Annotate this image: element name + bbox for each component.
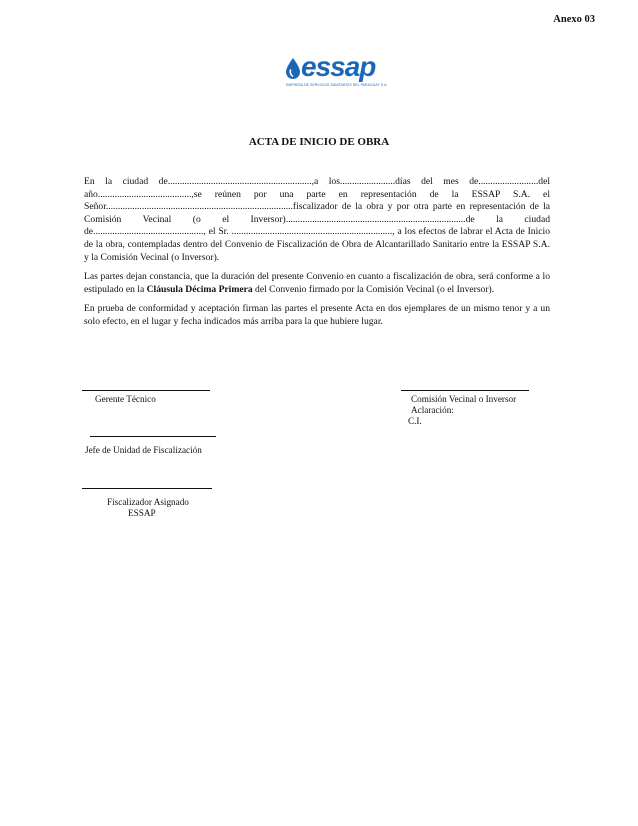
jefe-fiscalizacion-label: Jefe de Unidad de Fiscalización xyxy=(85,445,202,455)
paragraph-duration-tail: del Convenio firmado por la Comisión Vecinal (o el Inversor). xyxy=(252,283,495,295)
aclaracion-label: Aclaración: xyxy=(411,405,454,415)
essap-label: ESSAP xyxy=(128,508,156,518)
water-drop-icon xyxy=(284,57,302,81)
paragraph-duration-text: Las partes dejan constancia, que la duración del presente Convenio en cuanto a fiscalización de obra, será conforme a lo estipulado en la xyxy=(84,271,550,295)
signature-line-fiscalizador xyxy=(82,488,212,489)
comision-vecinal-label: Comisión Vecinal o Inversor xyxy=(411,394,517,404)
signature-line-gerente xyxy=(82,390,210,391)
logo-tagline: EMPRESA DE SERVICIOS SANITARIOS DEL PARAGUAY S.A. xyxy=(286,83,388,87)
ci-label: C.I. xyxy=(408,416,422,426)
essap-logo xyxy=(282,51,388,90)
annex-label: Anexo 03 xyxy=(553,14,595,25)
clause-reference: Cláusula Décima Primera xyxy=(146,283,253,295)
document-title: ACTA DE INICIO DE OBRA xyxy=(248,136,390,148)
gerente-tecnico-label: Gerente Técnico xyxy=(95,394,156,404)
paragraph-duration xyxy=(84,271,550,296)
paragraph-opening: En la ciudad de............................................................,a los.......................días del mes de.........................del año.......................................,se reúnen por una parte en representación de la ESSAP S.A. el Señor..............................................................................fiscalizador de la obra y por otra parte en representación de la Comisión Vecinal (o el Inversor)...........................................................................de la ciudad de.............................................., el Sr. ..................................................................., a los efectos de labrar el Acta de Inicio de la obra, contempladas dentro del Convenio de Fiscalización de Obra de Alcantarillado Sanitario entre la ESSAP S.A. y la Comisión Vecinal (o Inversor). xyxy=(84,176,550,263)
document-body xyxy=(84,176,550,336)
paragraph-conformity: En prueba de conformidad y aceptación firman las partes el presente Acta en dos ejemplares de un mismo tenor y a un solo efecto, en el lugar y fecha indicados más arriba para la que hubiere lugar. xyxy=(84,303,550,327)
fiscalizador-asignado-label: Fiscalizador Asignado xyxy=(107,497,189,507)
signature-line-jefe xyxy=(90,436,216,437)
signature-line-comision xyxy=(401,390,529,391)
logo-brand-text: essap xyxy=(301,51,376,82)
